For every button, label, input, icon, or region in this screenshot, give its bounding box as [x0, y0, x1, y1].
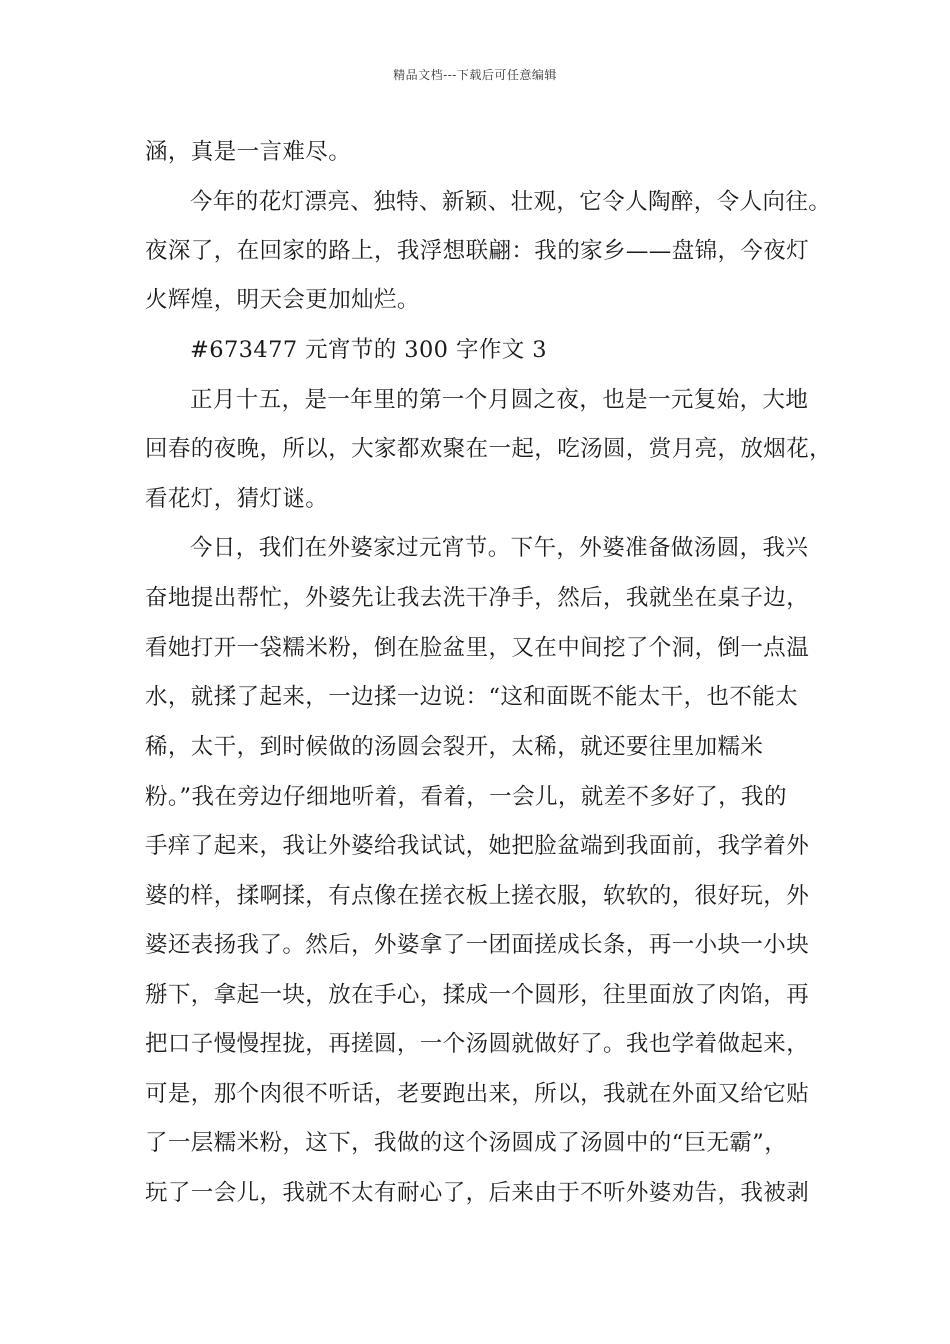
- section-heading: #673477 元宵节的 300 字作文 3: [190, 337, 547, 363]
- text-line: 掰下，拿起一块，放在手心，揉成一个圆形，往里面放了肉馅，再: [145, 982, 810, 1008]
- text-line: 看花灯，猜灯谜。: [145, 486, 329, 512]
- text-line: 把口子慢慢捏拢，再搓圆，一个汤圆就做好了。我也学着做起来，: [145, 1031, 810, 1057]
- text-line: 粉。”我在旁边仔细地听着，看着，一会儿，就差不多好了，我的: [145, 784, 787, 810]
- text-line: 玩了一会儿，我就不太有耐心了，后来由于不听外婆劝告，我被剥: [145, 1180, 810, 1206]
- text-line: 涵，真是一言难尽。: [145, 139, 352, 165]
- text-line: 火辉煌，明天会更加灿烂。: [145, 287, 420, 313]
- text-line: 手痒了起来，我让外婆给我试试，她把脸盆端到我面前，我学着外: [145, 833, 810, 859]
- paragraph-start-line: 正月十五，是一年里的第一个月圆之夜，也是一元复始，大地: [190, 387, 809, 413]
- text-line: 回春的夜晚，所以，大家都欢聚在一起，吃汤圆，赏月亮，放烟花，: [145, 436, 833, 462]
- text-line: 可是，那个肉很不听话，老要跑出来，所以，我就在外面又给它贴: [145, 1081, 810, 1107]
- page-header: 精品文档---下载后可任意编辑: [393, 68, 557, 82]
- paragraph-start-line: 今年的花灯漂亮、独特、新颖、壮观，它令人陶醉，令人向往。: [190, 189, 832, 215]
- text-line: 夜深了，在回家的路上，我浮想联翩：我的家乡——盘锦，今夜灯: [145, 238, 810, 264]
- text-line: 了一层糯米粉，这下，我做的这个汤圆成了汤圆中的“巨无霸”，: [145, 1130, 788, 1156]
- paragraph-start-line: 今日，我们在外婆家过元宵节。下午，外婆准备做汤圆，我兴: [190, 535, 809, 561]
- text-line: 婆还表扬我了。然后，外婆拿了一团面搓成长条，再一小块一小块: [145, 932, 810, 958]
- text-line: 看她打开一袋糯米粉，倒在脸盆里，又在中间挖了个洞，倒一点温: [145, 635, 810, 661]
- text-line: 奋地提出帮忙，外婆先让我去洗干净手，然后，我就坐在桌子边，: [145, 585, 810, 611]
- text-line: 稀，太干，到时候做的汤圆会裂开，太稀，就还要往里加糯米: [145, 734, 764, 760]
- text-line: 婆的样，揉啊揉，有点像在搓衣板上搓衣服，软软的，很好玩，外: [145, 883, 810, 909]
- text-line: 水，就揉了起来，一边揉一边说：“这和面既不能太干，也不能太: [145, 684, 799, 710]
